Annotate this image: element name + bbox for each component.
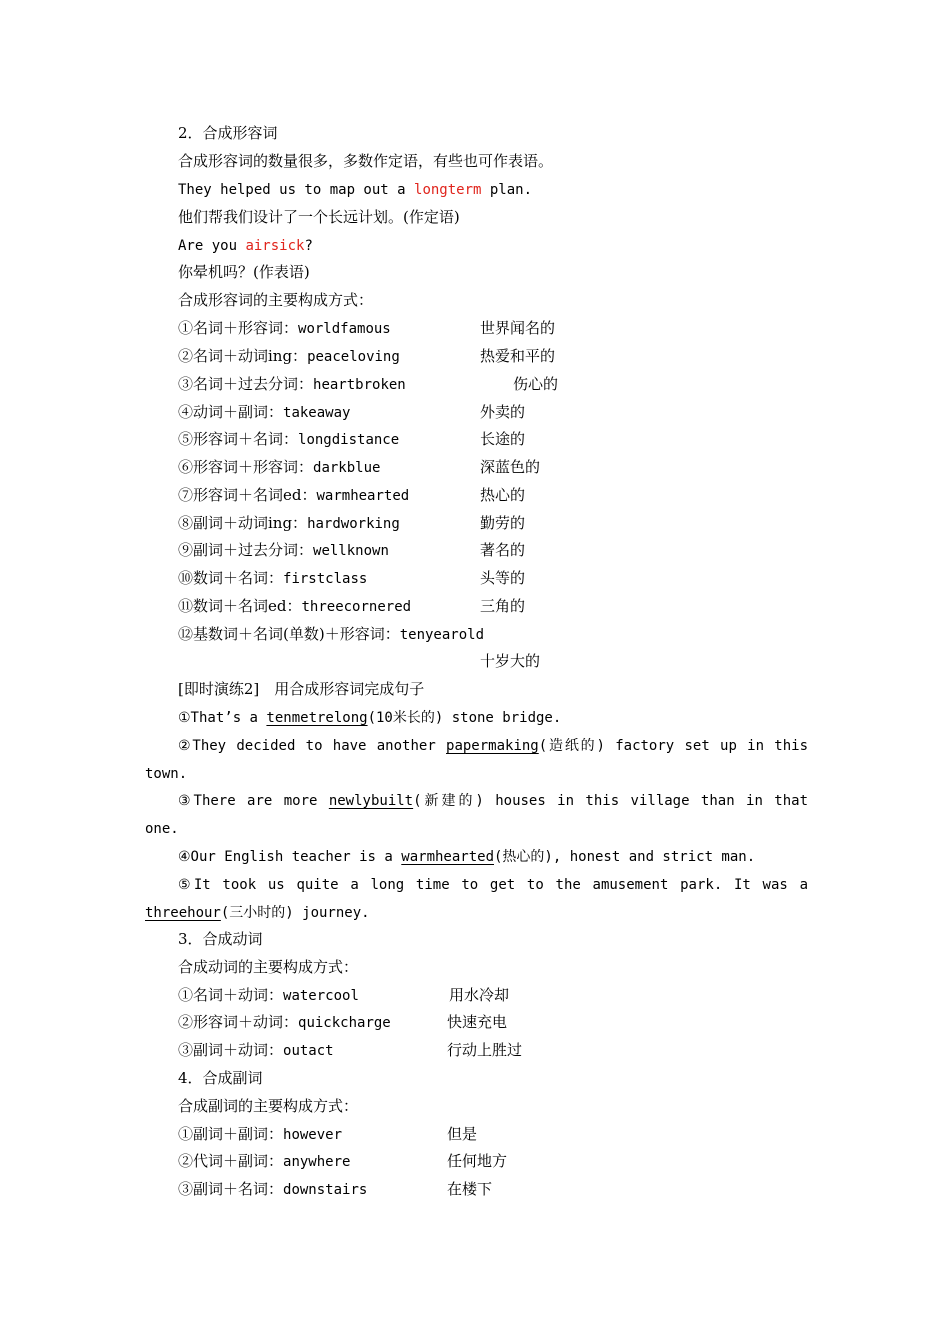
item-word: downstairs bbox=[283, 1182, 368, 1198]
item-word: warmhearted bbox=[316, 488, 410, 504]
list-item bbox=[178, 485, 409, 505]
list-item bbox=[178, 1012, 391, 1032]
practice-question-1 bbox=[178, 707, 561, 727]
item-meaning: 十岁大的 bbox=[480, 652, 541, 670]
list-item bbox=[178, 1179, 367, 1199]
item-label: ③副词＋名词： bbox=[178, 1180, 284, 1198]
list-item bbox=[178, 540, 389, 560]
item-label: ⑦形容词＋名词ed： bbox=[178, 486, 317, 504]
section-intro: 合成形容词的数量很多，多数作定语，有些也可作表语。 bbox=[178, 152, 554, 170]
practice-question-5 bbox=[145, 874, 808, 894]
item-meaning: 勤劳的 bbox=[480, 514, 526, 532]
item-word: quickcharge bbox=[298, 1015, 391, 1031]
item-meaning: 伤心的 bbox=[513, 375, 559, 393]
item-meaning: 热心的 bbox=[480, 486, 526, 504]
question-text: ⑤It took us quite a long time to get to the amusement park. It was a bbox=[178, 877, 808, 893]
item-meaning: 任何地方 bbox=[447, 1152, 508, 1170]
item-meaning: 用水冷却 bbox=[449, 986, 510, 1004]
formation-intro: 合成动词的主要构成方式： bbox=[178, 958, 359, 976]
item-word: watercool bbox=[283, 988, 359, 1004]
item-label: ⑤形容词＋名词： bbox=[178, 430, 299, 448]
item-label: ⑪数词＋名词ed： bbox=[178, 597, 302, 615]
item-label: ①名词＋形容词： bbox=[178, 319, 299, 337]
item-label: ①名词＋动词： bbox=[178, 986, 284, 1004]
item-label: ④动词＋副词： bbox=[178, 403, 284, 421]
question-text: ②They decided to have another bbox=[178, 738, 447, 754]
example-sentence bbox=[178, 179, 532, 199]
example-text: Are you bbox=[178, 238, 246, 254]
section-heading-compound-verbs: 3．合成动词 bbox=[178, 930, 263, 948]
list-item bbox=[178, 346, 400, 366]
question-continuation bbox=[145, 818, 179, 838]
answer-blank: threehour bbox=[145, 905, 221, 921]
item-word: worldfamous bbox=[298, 321, 391, 337]
item-word: firstclass bbox=[283, 571, 368, 587]
item-word: wellknown bbox=[313, 543, 389, 559]
item-label: ②代词＋副词： bbox=[178, 1152, 284, 1170]
item-word: threecornered bbox=[301, 599, 412, 615]
question-text: one. bbox=[145, 821, 179, 837]
item-word: however bbox=[283, 1127, 343, 1143]
question-text: (新建的) houses in this village than in that bbox=[413, 793, 808, 809]
item-word: takeaway bbox=[283, 405, 351, 421]
list-item bbox=[178, 457, 380, 477]
item-label: ②形容词＋动词： bbox=[178, 1013, 299, 1031]
item-meaning: 头等的 bbox=[480, 569, 526, 587]
item-word: tenyearold bbox=[399, 627, 485, 643]
list-item bbox=[178, 318, 391, 338]
question-text: ①That’s a bbox=[178, 710, 267, 726]
item-meaning: 行动上胜过 bbox=[447, 1041, 523, 1059]
item-meaning: 在楼下 bbox=[447, 1180, 493, 1198]
item-meaning: 深蓝色的 bbox=[480, 458, 541, 476]
list-item bbox=[178, 1040, 334, 1060]
answer-blank: papermaking bbox=[446, 738, 539, 754]
question-text: (三小时的) journey. bbox=[220, 905, 370, 921]
item-word: darkblue bbox=[313, 460, 381, 476]
example-translation: 你晕机吗？(作表语) bbox=[178, 263, 310, 281]
item-label: ⑧副词＋动词ing： bbox=[178, 514, 308, 532]
item-meaning: 但是 bbox=[447, 1125, 478, 1143]
highlighted-word: longterm bbox=[414, 182, 482, 198]
practice-heading: [即时演练2] 用合成形容词完成句子 bbox=[178, 680, 425, 698]
practice-question-2 bbox=[145, 735, 808, 755]
question-text: town. bbox=[145, 766, 188, 782]
list-item bbox=[178, 985, 359, 1005]
item-word: outact bbox=[283, 1043, 334, 1059]
example-text: ? bbox=[304, 238, 313, 254]
list-item bbox=[178, 568, 367, 588]
question-text: (热心的), honest and strict man. bbox=[494, 849, 756, 865]
example-text: They helped us to map out a bbox=[178, 182, 415, 198]
practice-question-3 bbox=[145, 790, 808, 810]
item-meaning: 三角的 bbox=[480, 597, 526, 615]
list-item bbox=[178, 374, 406, 394]
list-item bbox=[178, 1151, 350, 1171]
list-item bbox=[178, 1124, 342, 1144]
section-heading-compound-adjectives: 2．合成形容词 bbox=[178, 124, 278, 142]
list-item bbox=[178, 513, 400, 533]
example-translation: 他们帮我们设计了一个长远计划。(作定语) bbox=[178, 208, 460, 226]
item-word: heartbroken bbox=[313, 377, 406, 393]
question-text: (造纸的) factory set up in this bbox=[538, 738, 808, 754]
question-continuation bbox=[145, 902, 370, 922]
item-label: ①副词＋副词： bbox=[178, 1125, 284, 1143]
item-meaning: 快速充电 bbox=[447, 1013, 508, 1031]
list-item bbox=[178, 624, 484, 644]
item-meaning: 热爱和平的 bbox=[480, 347, 556, 365]
item-word: peaceloving bbox=[307, 349, 400, 365]
item-label: ②名词＋动词ing： bbox=[178, 347, 308, 365]
item-label: ⑥形容词＋形容词： bbox=[178, 458, 314, 476]
item-meaning: 著名的 bbox=[480, 541, 526, 559]
item-label: ⑨副词＋过去分词： bbox=[178, 541, 314, 559]
example-text: plan. bbox=[481, 182, 533, 198]
item-label: ③副词＋动词： bbox=[178, 1041, 284, 1059]
question-continuation bbox=[145, 763, 187, 783]
item-label: ⑩数词＋名词： bbox=[178, 569, 284, 587]
answer-blank: tenmetrelong bbox=[266, 710, 368, 726]
item-word: anywhere bbox=[283, 1154, 351, 1170]
formation-intro: 合成形容词的主要构成方式： bbox=[178, 291, 374, 309]
formation-intro: 合成副词的主要构成方式： bbox=[178, 1097, 359, 1115]
item-word: hardworking bbox=[307, 516, 400, 532]
item-meaning: 外卖的 bbox=[480, 403, 526, 421]
item-meaning: 长途的 bbox=[480, 430, 526, 448]
list-item bbox=[178, 596, 411, 616]
example-sentence bbox=[178, 235, 313, 255]
answer-blank: warmhearted bbox=[401, 849, 494, 865]
highlighted-word: airsick bbox=[245, 238, 305, 254]
list-item bbox=[178, 429, 399, 449]
list-item bbox=[178, 402, 350, 422]
item-meaning: 世界闻名的 bbox=[480, 319, 556, 337]
question-text: ④Our English teacher is a bbox=[178, 849, 402, 865]
item-label: ⑫基数词＋名词(单数)＋形容词： bbox=[178, 625, 400, 643]
practice-question-4 bbox=[178, 846, 755, 866]
answer-blank: newlybuilt bbox=[328, 793, 414, 809]
item-word: longdistance bbox=[298, 432, 400, 448]
question-text: (10米长的) stone bridge. bbox=[367, 710, 562, 726]
question-text: ③There are more bbox=[178, 793, 329, 809]
item-label: ③名词＋过去分词： bbox=[178, 375, 314, 393]
section-heading-compound-adverbs: 4．合成副词 bbox=[178, 1069, 263, 1087]
